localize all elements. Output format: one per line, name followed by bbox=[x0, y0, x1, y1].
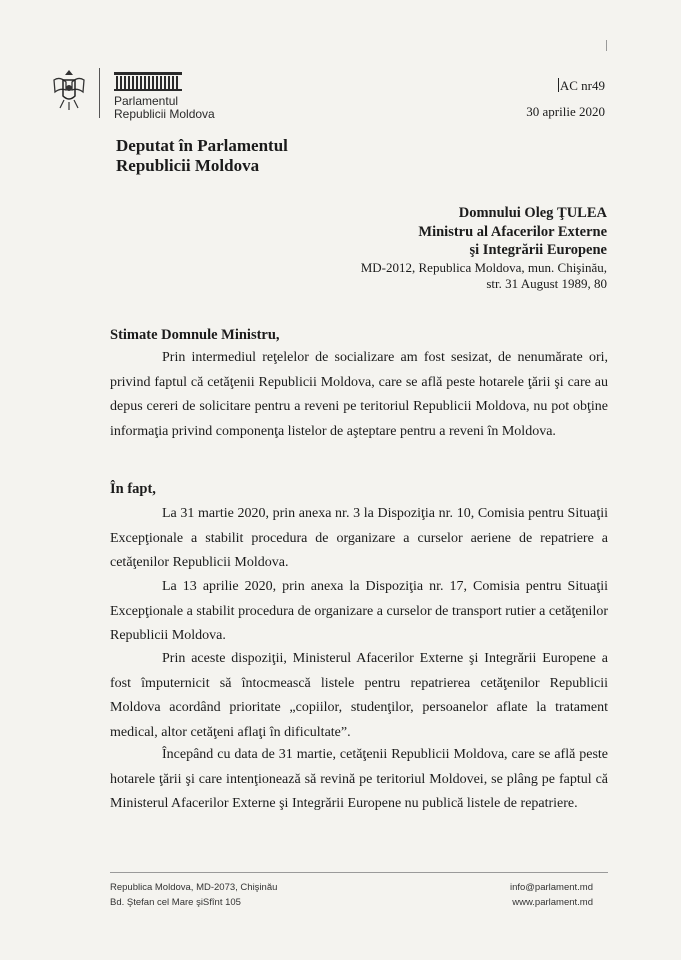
footer-website: www.parlament.md bbox=[512, 897, 593, 908]
greeting: Stimate Domnule Ministru, bbox=[110, 327, 280, 343]
institution-name bbox=[114, 95, 215, 121]
addressee-title-1: Ministru al Afacerilor Externe bbox=[418, 223, 607, 240]
reference-bar bbox=[558, 78, 559, 92]
institution-line-1: Parlamentul bbox=[114, 94, 179, 108]
body-paragraph-4: Începând cu data de 31 martie, cetăţenii Republicii Moldova, care se află peste hotarele ţării şi care intenţionează să revină pe teritoriul Moldovei, se plâng pe faptul că Ministerul Afacerilor Externe şi Integrării Europene nu publică listele de repatriere. bbox=[110, 747, 608, 811]
footer-address-2: Bd. Ştefan cel Mare şiSfînt 105 bbox=[110, 897, 241, 908]
footer-email: info@parlament.md bbox=[509, 882, 593, 893]
body-paragraph-1: La 31 martie 2020, prin anexa nr. 3 la Dispoziţia nr. 10, Comisia pentru Situaţii Excepţionale a stabilit procedura de organizare a curselor aeriene de repatriere a cetăţenilor Republicii Moldova. bbox=[110, 506, 608, 570]
intro-paragraph: Prin intermediul reţelelor de socializare am fost sesizat, de nenumărate ori, privind faptul că cetăţenii Republicii Moldova, care se află peste hotarele ţării şi care au depus cereri de solicitare pentru a reveni pe teritoriul Republicii Moldova, nu pot obţine informaţia privind componenţa listelor de aşteptare pentru a reveni în Moldova. bbox=[110, 350, 608, 439]
body-paragraph-2: La 13 aprilie 2020, prin anexa la Dispoziţia nr. 17, Comisia pentru Situaţii Excepţionale a stabilit procedura de organizare a curselor de transport rutier a cetăţenilor Republicii Moldova. bbox=[110, 579, 608, 643]
addressee-address-2: str. 31 August 1989, 80 bbox=[486, 275, 607, 291]
reference-text: AC nr49 bbox=[559, 78, 605, 93]
addressee-title-2: şi Integrării Europene bbox=[469, 242, 607, 258]
reference-number bbox=[558, 78, 605, 94]
body-paragraph-3: Prin aceste dispoziţii, Ministerul Afacerilor Externe şi Integrării Europene a fost împuternicit să întocmească listele pentru repatrierea cetăţenilor Republicii Moldova acordând prioritate „copiilor, studenţilor, persoanelor aflate la tratament medical, altor cetăţeni aflaţi în dificultate”. bbox=[110, 651, 608, 740]
section-heading: În fapt, bbox=[110, 481, 156, 497]
institution-line-2: Republicii Moldova bbox=[114, 107, 215, 121]
scan-mark bbox=[606, 40, 607, 51]
sender-line-2: Republicii Moldova bbox=[116, 156, 260, 175]
footer-contact bbox=[510, 880, 593, 910]
footer-address-1: Republica Moldova, MD-2073, Chişinău bbox=[110, 882, 278, 893]
addressee-address-1: MD-2012, Republica Moldova, mun. Chişinău, bbox=[360, 259, 607, 275]
addressee-block bbox=[361, 204, 607, 292]
sender-title bbox=[116, 136, 288, 176]
header-divider bbox=[99, 68, 100, 118]
footer-divider bbox=[110, 872, 608, 873]
footer-address bbox=[110, 880, 277, 910]
letter-date: 30 aprilie 2020 bbox=[526, 104, 605, 119]
parliament-building-icon bbox=[114, 72, 182, 92]
moldova-coat-of-arms-icon bbox=[52, 68, 86, 112]
sender-line-1: Deputat în Parlamentul bbox=[116, 136, 288, 155]
addressee-name: Domnului Oleg ŢULEA bbox=[458, 205, 607, 221]
